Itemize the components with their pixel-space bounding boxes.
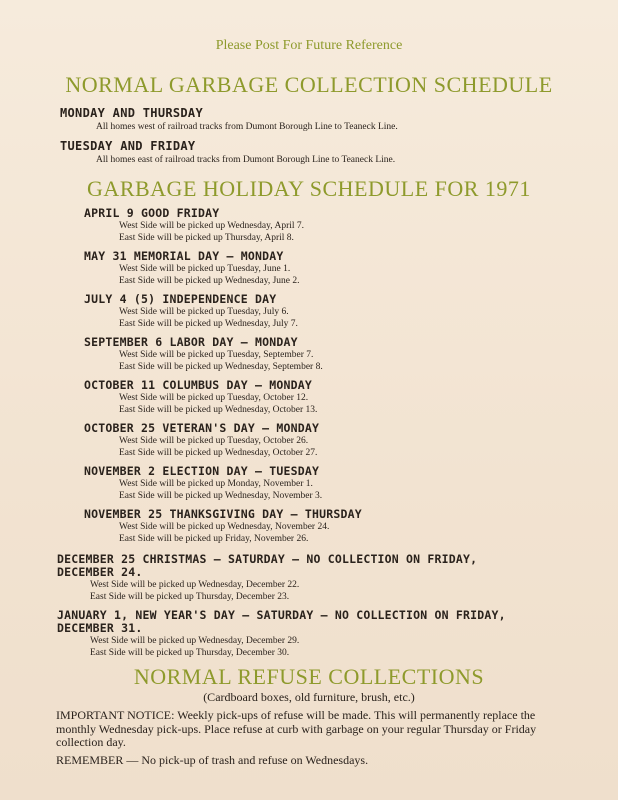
schedule-day-heading: MONDAY AND THURSDAY [60, 106, 203, 120]
holiday-heading: APRIL 9 GOOD FRIDAY [84, 206, 220, 220]
holiday-west-line: West Side will be picked up Tuesday, October 26. [119, 436, 309, 446]
holiday-east-line: East Side will be picked up Wednesday, November 3. [119, 491, 323, 501]
schedule-day-description: All homes east of railroad tracks from Dumont Borough Line to Teaneck Line. [96, 155, 396, 165]
holiday-heading: NOVEMBER 25 THANKSGIVING DAY — THURSDAY [84, 507, 362, 521]
refuse-title: NORMAL REFUSE COLLECTIONS [133, 664, 485, 689]
holiday-heading: SEPTEMBER 6 LABOR DAY — MONDAY [84, 335, 298, 349]
holiday-heading-continued: DECEMBER 31. [57, 621, 143, 635]
holiday-west-line: West Side will be picked up Tuesday, September 7. [119, 350, 314, 360]
holiday-east-line: East Side will be picked up Friday, November 26. [119, 534, 309, 544]
post-notice: Please Post For Future Reference [215, 38, 403, 53]
reminder: REMEMBER — No pick-up of trash and refuse on Wednesdays. [56, 753, 369, 767]
holiday-east-line: East Side will be picked up Wednesday, October 13. [119, 405, 318, 415]
holiday-east-line: East Side will be picked up Thursday, December 30. [90, 648, 290, 658]
holiday-east-line: East Side will be picked up Wednesday, September 8. [119, 362, 323, 372]
holiday-heading-continued: DECEMBER 24. [57, 565, 143, 579]
holiday-west-line: West Side will be picked up Wednesday, April 7. [119, 221, 305, 231]
holiday-schedule-title: GARBAGE HOLIDAY SCHEDULE FOR 1971 [87, 176, 531, 201]
important-notice: IMPORTANT NOTICE: Weekly pick-ups of refuse will be made. This will permanently replace the monthly Wednesday pick-ups. Place refuse at curb with garbage on your regular Thursday or Friday collection day. [56, 708, 537, 749]
holiday-west-line: West Side will be picked up Monday, November 1. [119, 479, 313, 489]
holiday-east-line: East Side will be picked up Thursday, December 23. [90, 592, 290, 602]
holiday-east-line: East Side will be picked up Wednesday, June 2. [119, 276, 300, 286]
holiday-heading: OCTOBER 25 VETERAN'S DAY — MONDAY [84, 421, 320, 435]
holiday-heading: JANUARY 1, NEW YEAR'S DAY — SATURDAY — NO COLLECTION ON FRIDAY, [57, 608, 506, 622]
holiday-heading: MAY 31 MEMORIAL DAY — MONDAY [84, 249, 284, 263]
holiday-heading: OCTOBER 11 COLUMBUS DAY — MONDAY [84, 378, 312, 392]
holiday-west-line: West Side will be picked up Wednesday, December 22. [90, 580, 300, 590]
holiday-heading: JULY 4 (5) INDEPENDENCE DAY [84, 292, 277, 306]
refuse-subtitle: (Cardboard boxes, old furniture, brush, etc.) [203, 690, 415, 704]
holiday-heading: NOVEMBER 2 ELECTION DAY — TUESDAY [84, 464, 320, 478]
holiday-east-line: East Side will be picked up Thursday, April 8. [119, 233, 294, 243]
holiday-west-line: West Side will be picked up Tuesday, October 12. [119, 393, 309, 403]
schedule-day-description: All homes west of railroad tracks from Dumont Borough Line to Teaneck Line. [96, 122, 398, 132]
normal-schedule-title: NORMAL GARBAGE COLLECTION SCHEDULE [65, 72, 553, 97]
holiday-west-line: West Side will be picked up Wednesday, November 24. [119, 522, 330, 532]
holiday-east-line: East Side will be picked up Wednesday, October 27. [119, 448, 318, 458]
holiday-west-line: West Side will be picked up Tuesday, July 6. [119, 307, 289, 317]
holiday-heading: DECEMBER 25 CHRISTMAS — SATURDAY — NO COLLECTION ON FRIDAY, [57, 552, 478, 566]
schedule-day-heading: TUESDAY AND FRIDAY [60, 139, 196, 153]
holiday-west-line: West Side will be picked up Wednesday, December 29. [90, 636, 300, 646]
holiday-east-line: East Side will be picked up Wednesday, July 7. [119, 319, 298, 329]
holiday-west-line: West Side will be picked up Tuesday, June 1. [119, 264, 291, 274]
